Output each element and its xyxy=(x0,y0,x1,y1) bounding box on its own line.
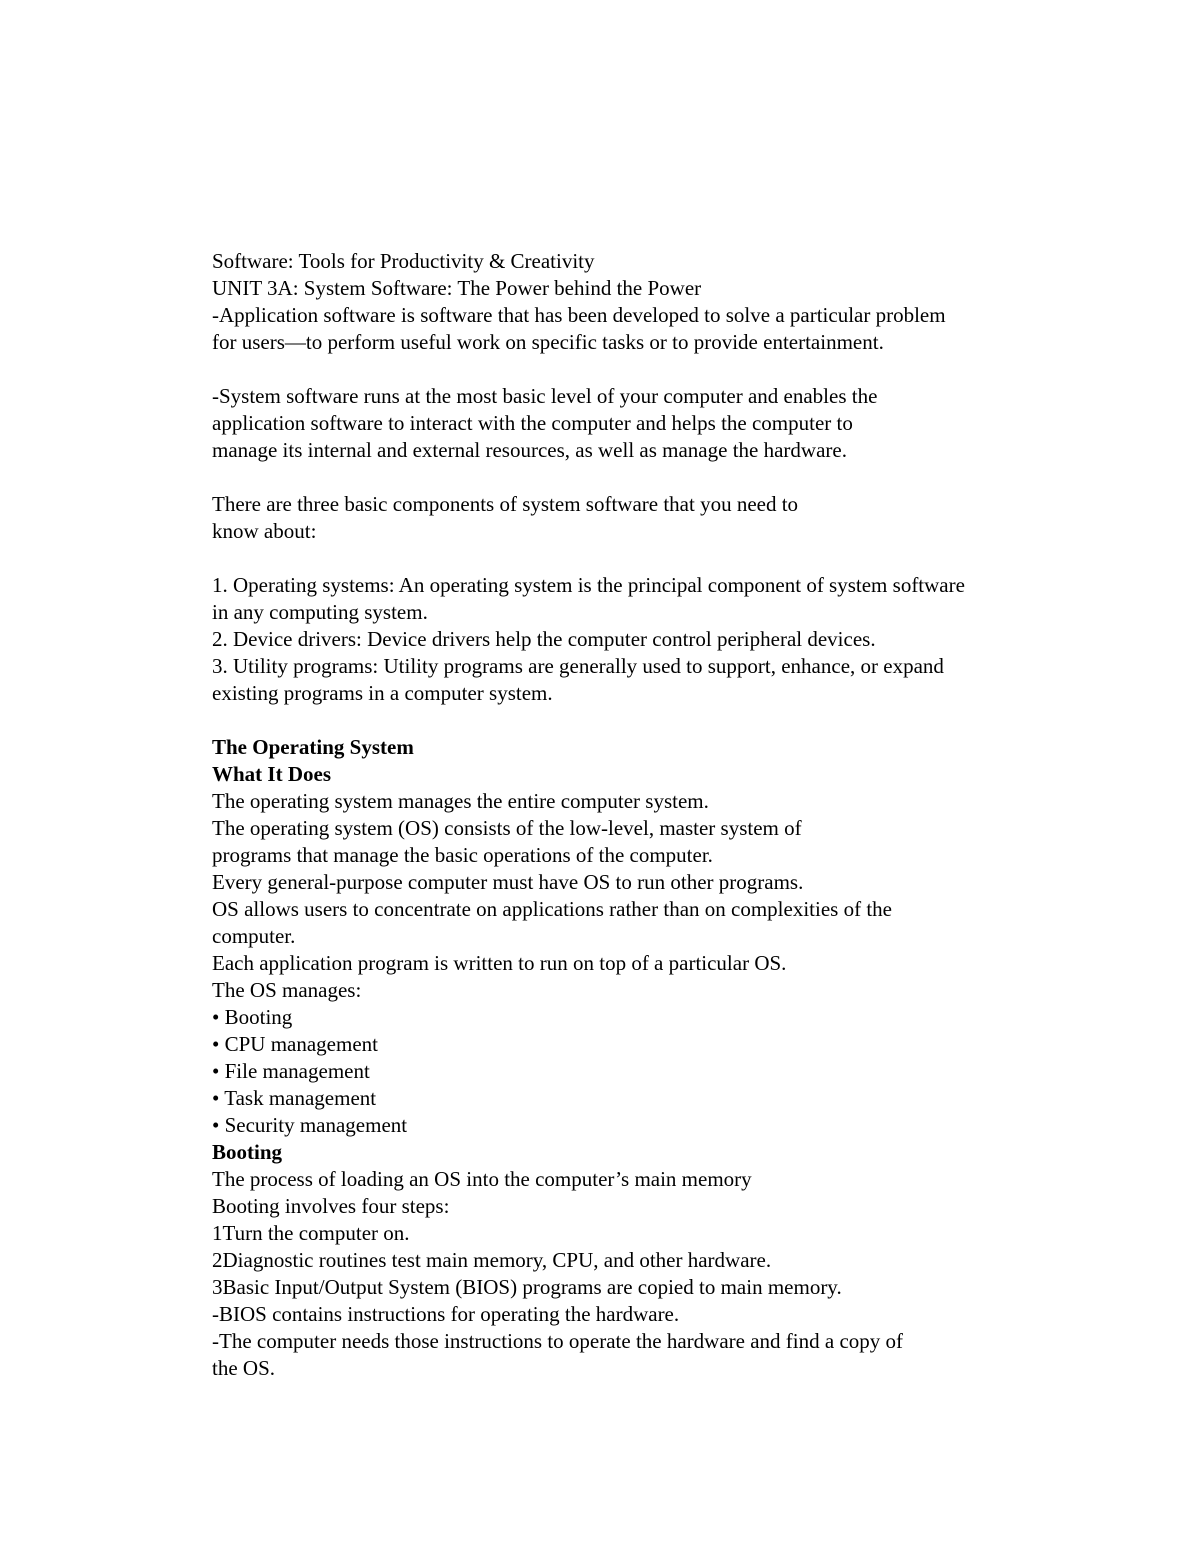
bullet-item: • Booting xyxy=(212,1005,293,1029)
section-subheading: What It Does xyxy=(212,762,331,786)
list-item: in any computing system. xyxy=(212,600,428,624)
text-line: for users—to perform useful work on specific tasks or to provide entertainment. xyxy=(212,330,884,354)
document-page xyxy=(212,248,1112,1382)
text-line: The operating system manages the entire computer system. xyxy=(212,789,709,813)
text-line: -The computer needs those instructions to operate the hardware and find a copy of xyxy=(212,1329,904,1353)
text-line: The OS manages: xyxy=(212,978,362,1002)
text-line: application software to interact with the computer and helps the computer to xyxy=(212,411,853,435)
text-line: -Application software is software that has been developed to solve a particular problem xyxy=(212,303,946,327)
text-line: The process of loading an OS into the computer’s main memory xyxy=(212,1167,752,1191)
text-line: manage its internal and external resources, as well as manage the hardware. xyxy=(212,438,847,462)
text-line: 2Diagnostic routines test main memory, CPU, and other hardware. xyxy=(212,1248,772,1272)
text-line: programs that manage the basic operations of the computer. xyxy=(212,843,713,867)
text-line: There are three basic components of system software that you need to xyxy=(212,492,799,516)
text-line: -BIOS contains instructions for operating the hardware. xyxy=(212,1302,680,1326)
list-item: 1. Operating systems: An operating system is the principal component of system software xyxy=(212,573,965,597)
text-line: The operating system (OS) consists of the low-level, master system of xyxy=(212,816,802,840)
text-line: the OS. xyxy=(212,1356,275,1380)
bullet-item: • Task management xyxy=(212,1086,377,1110)
text-line: 1Turn the computer on. xyxy=(212,1221,410,1245)
spacer xyxy=(212,356,1112,383)
spacer xyxy=(212,707,1112,734)
unit-title: UNIT 3A: System Software: The Power behind the Power xyxy=(212,276,702,300)
list-item: 3. Utility programs: Utility programs are generally used to support, enhance, or expand xyxy=(212,654,944,678)
text-line: -System software runs at the most basic level of your computer and enables the xyxy=(212,384,878,408)
bullet-item: • Security management xyxy=(212,1113,408,1137)
bullet-item: • File management xyxy=(212,1059,370,1083)
document-title: Software: Tools for Productivity & Creativity xyxy=(212,249,595,273)
text-line: Each application program is written to run on top of a particular OS. xyxy=(212,951,787,975)
text-line: OS allows users to concentrate on applications rather than on complexities of the xyxy=(212,897,892,921)
section-heading: The Operating System xyxy=(212,735,414,759)
text-line: computer. xyxy=(212,924,296,948)
text-line: know about: xyxy=(212,519,317,543)
text-line: Every general-purpose computer must have OS to run other programs. xyxy=(212,870,804,894)
section-heading: Booting xyxy=(212,1140,283,1164)
text-line: Booting involves four steps: xyxy=(212,1194,450,1218)
list-item: 2. Device drivers: Device drivers help the computer control peripheral devices. xyxy=(212,627,876,651)
spacer xyxy=(212,464,1112,491)
text-line: 3Basic Input/Output System (BIOS) programs are copied to main memory. xyxy=(212,1275,842,1299)
bullet-item: • CPU management xyxy=(212,1032,378,1056)
spacer xyxy=(212,545,1112,572)
list-item: existing programs in a computer system. xyxy=(212,681,553,705)
